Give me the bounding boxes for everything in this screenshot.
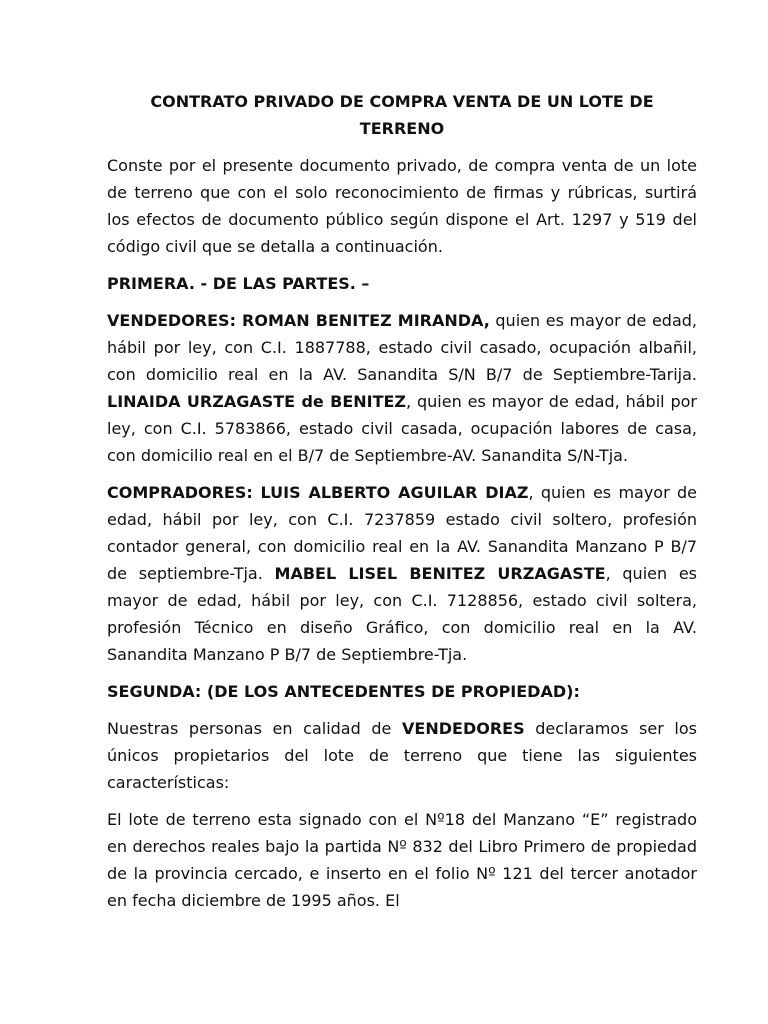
nuestras-text-1: Nuestras personas en calidad de: [107, 719, 403, 738]
nuestras-text-2: declaramos ser los únicos propietarios del lote de terreno que tiene las siguientes características:: [107, 719, 697, 792]
nuestras-bold: VENDEDORES: [402, 719, 525, 738]
primera-heading: PRIMERA. - DE LAS PARTES. –: [107, 274, 370, 293]
document-title: [107, 88, 697, 142]
lote-paragraph: El lote de terreno esta signado con el Nº18 del Manzano “E” registrado en derechos reales bajo la partida Nº 832 del Libro Primero de propiedad de la provincia cercado, e inserto en el folio Nº 121 del tercer anotador en fecha diciembre de 1995 años. El: [107, 810, 697, 910]
document-page: [107, 88, 697, 924]
segunda-heading: SEGUNDA: (DE LOS ANTECEDENTES DE PROPIEDAD):: [107, 682, 580, 701]
intro-paragraph: Conste por el presente documento privado, de compra venta de un lote de terreno que con el solo reconocimiento de firmas y rúbricas, surtirá los efectos de documento público según dispone el Art. 1297 y 519 del código civil que se detalla a continuación.: [107, 156, 697, 256]
compradores-label: COMPRADORES: LUIS ALBERTO AGUILAR DIAZ: [107, 483, 529, 502]
compradora-name: MABEL LISEL BENITEZ URZAGASTE: [274, 564, 606, 583]
nuestras-paragraph: [107, 715, 697, 796]
title-line-1: CONTRATO PRIVADO DE COMPRA VENTA DE UN LOTE DE: [150, 92, 654, 111]
compradores-paragraph: [107, 479, 697, 668]
vendedores-paragraph: [107, 307, 697, 469]
vendedores-label: VENDEDORES: ROMAN BENITEZ MIRANDA,: [107, 311, 490, 330]
compradores-text-2: , quien es mayor de edad, hábil por ley, con C.I. 7128856, estado civil soltera, profesión Técnico en diseño Gráfico, con domicilio real en la AV. Sanandita Manzano P B/7 de Septiembre-Tja.: [107, 564, 698, 664]
vendedores-text-1: quien es mayor de edad, hábil por ley, con C.I. 1887788, estado civil casado, ocupación albañil, con domicilio real en la AV. Sanandita S/N B/7 de Septiembre-Tarija.: [107, 311, 698, 384]
compradores-text-1: , quien es mayor de edad, hábil por ley, con C.I. 7237859 estado civil soltero, profesión contador general, con domicilio real en la AV. Sanandita Manzano P B/7 de septiembre-Tja.: [107, 483, 697, 583]
vendedora-name: LINAIDA URZAGASTE de BENITEZ: [107, 392, 407, 411]
title-line-2: TERRENO: [359, 119, 445, 138]
vendedores-text-2: , quien es mayor de edad, hábil por ley, con C.I. 5783866, estado civil casada, ocupación labores de casa, con domicilio real en el B/7 de Septiembre-AV. Sanandita S/N-Tja.: [107, 392, 697, 465]
